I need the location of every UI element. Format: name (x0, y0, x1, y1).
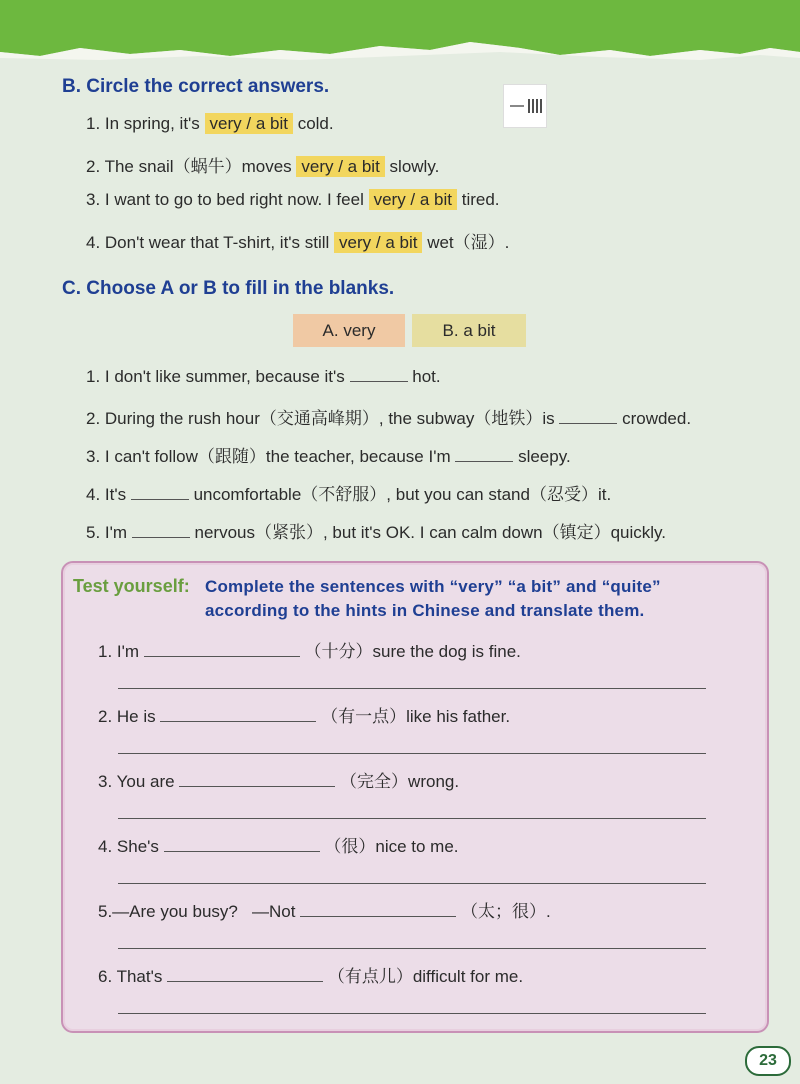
section-b-item-3: 3. I want to go to bed right now. I feel very / a bit tired. (86, 190, 500, 209)
section-b-item-1: 1. In spring, it's very / a bit cold. (86, 114, 334, 133)
test-item-3: 3. You are （完全）wrong. (98, 772, 460, 791)
answer-blank[interactable] (164, 837, 320, 852)
section-c-item-1: 1. I don't like summer, because it's hot. (86, 367, 441, 386)
option-a-box: A. very (293, 314, 405, 347)
section-c-item-4: 4. It's uncomfortable（不舒服）, but you can stand（忍受）it. (86, 485, 612, 504)
answer-blank[interactable] (350, 367, 408, 382)
section-b-item-2: 2. The snail（蜗牛）moves very / a bit slowly. (86, 157, 440, 176)
answer-blank[interactable] (300, 902, 456, 917)
section-c-item-2: 2. During the rush hour（交通高峰期）, the subway（地铁）is crowded. (86, 409, 692, 428)
translation-line[interactable] (118, 883, 706, 884)
qr-code[interactable] (503, 84, 547, 128)
option-b-box: B. a bit (412, 314, 526, 347)
test-item-1: 1. I'm （十分）sure the dog is fine. (98, 642, 521, 661)
choice-highlight[interactable]: very / a bit (205, 113, 293, 134)
translation-line[interactable] (118, 818, 706, 819)
test-yourself-instruction-1: Complete the sentences with “very” “a bit” and “quite” (205, 577, 661, 596)
top-banner (0, 0, 800, 70)
section-b-heading: B. Circle the correct answers. (62, 76, 330, 97)
answer-blank[interactable] (144, 642, 300, 657)
choice-highlight[interactable]: very / a bit (296, 156, 384, 177)
translation-line[interactable] (118, 688, 706, 689)
answer-blank[interactable] (559, 409, 617, 424)
answer-blank[interactable] (455, 447, 513, 462)
answer-blank[interactable] (167, 967, 323, 982)
test-item-6: 6. That's （有点儿）difficult for me. (98, 967, 524, 986)
test-yourself-label: Test yourself: (73, 576, 190, 596)
test-yourself-instruction-2: according to the hints in Chinese and translate them. (205, 601, 645, 620)
section-c-item-5: 5. I'm nervous（紧张）, but it's OK. I can calm down（镇定）quickly. (86, 523, 667, 542)
choice-highlight[interactable]: very / a bit (369, 189, 457, 210)
section-c-heading: C. Choose A or B to fill in the blanks. (62, 278, 395, 299)
page-number: 23 (745, 1046, 791, 1076)
answer-blank[interactable] (160, 707, 316, 722)
choice-highlight[interactable]: very / a bit (334, 232, 422, 253)
translation-line[interactable] (118, 753, 706, 754)
section-b-item-4: 4. Don't wear that T-shirt, it's still very / a bit wet（湿）. (86, 233, 510, 252)
test-item-5: 5.—Are you busy? —Not （太；很）. (98, 902, 551, 921)
section-c-item-3: 3. I can't follow（跟随）the teacher, because I'm sleepy. (86, 447, 571, 466)
translation-line[interactable] (118, 1013, 706, 1014)
answer-blank[interactable] (131, 485, 189, 500)
answer-blank[interactable] (179, 772, 335, 787)
test-item-4: 4. She's （很）nice to me. (98, 837, 459, 856)
test-item-2: 2. He is （有一点）like his father. (98, 707, 511, 726)
translation-line[interactable] (118, 948, 706, 949)
answer-blank[interactable] (132, 523, 190, 538)
